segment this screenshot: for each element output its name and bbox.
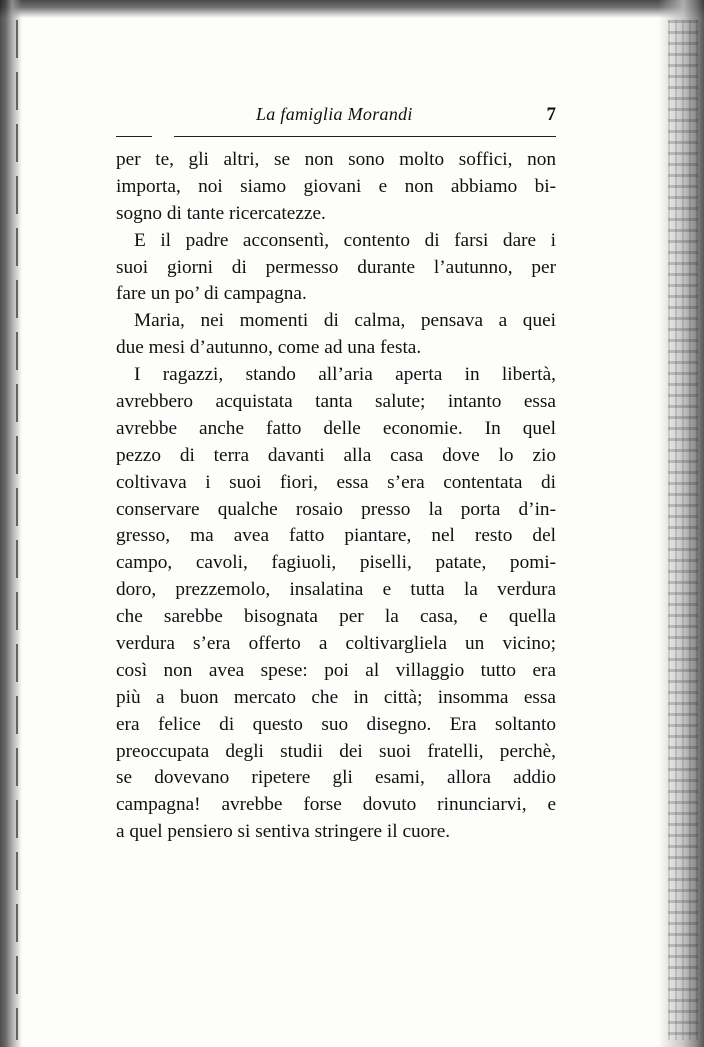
text-line: campagna! avrebbe forse dovuto rinunciarvi, e: [116, 794, 556, 816]
text-line: coltivava i suoi fiori, essa s’era contentata di: [116, 471, 556, 493]
running-title: La famiglia Morandi: [256, 104, 413, 124]
text-line: a quel pensiero si sentiva stringere il cuore.: [116, 821, 451, 843]
running-header: [116, 104, 556, 132]
text-line: suoi giorni di permesso durante l’autunno, per: [116, 256, 556, 278]
text-line: avrebbe anche fatto delle economie. In quel: [116, 417, 556, 439]
text-line: importa, noi siamo giovani e non abbiamo bi-: [116, 175, 556, 197]
text-line: doro, prezzemolo, insalatina e tutta la verdura: [116, 579, 556, 601]
text-line: preoccupata degli studii dei suoi fratelli, perchè,: [116, 740, 556, 762]
text-line: così non avea spese: poi al villaggio tutto era: [116, 659, 556, 681]
scan-binding-line: [16, 20, 18, 1040]
paragraph-start: Maria, nei momenti di calma, pensava a quei: [134, 310, 556, 332]
paragraph-start: E il padre acconsentì, contento di farsi dare i: [134, 229, 556, 251]
text-line: conservare qualche rosaio presso la porta d’in-: [116, 498, 556, 520]
text-line: per te, gli altri, se non sono molto soffici, non: [116, 149, 556, 170]
text-line: più a buon mercato che in città; insomma essa: [116, 686, 556, 708]
body-text: [116, 147, 556, 846]
header-rule-gap: [152, 136, 174, 137]
text-line: che sarebbe bisognata per la casa, e quella: [116, 606, 556, 628]
scan-top-edge: [0, 0, 704, 18]
text-line: fare un po’ di campagna.: [116, 283, 307, 305]
text-line: gresso, ma avea fatto piantare, nel resto del: [116, 525, 556, 547]
text-line: sogno di tante ricercatezze.: [116, 202, 326, 224]
text-line: avrebbero acquistata tanta salute; intanto essa: [116, 391, 556, 413]
header-rule: [116, 136, 556, 137]
scan-left-edge: [0, 0, 22, 1047]
text-line: verdura s’era offerto a coltivargliela un vicino;: [116, 633, 556, 655]
text-line: due mesi d’autunno, come ad una festa.: [116, 337, 422, 359]
scan-right-speckle: [668, 20, 698, 1040]
paragraph-start: I ragazzi, stando all’aria aperta in libertà,: [134, 364, 556, 386]
text-line: campo, cavoli, fagiuoli, piselli, patate, pomi-: [116, 552, 556, 574]
text-line: era felice di questo suo disegno. Era soltanto: [116, 713, 556, 735]
page-number: 7: [546, 104, 556, 125]
text-line: se dovevano ripetere gli esami, allora addio: [116, 767, 556, 789]
text-line: pezzo di terra davanti alla casa dove lo zio: [116, 444, 556, 466]
